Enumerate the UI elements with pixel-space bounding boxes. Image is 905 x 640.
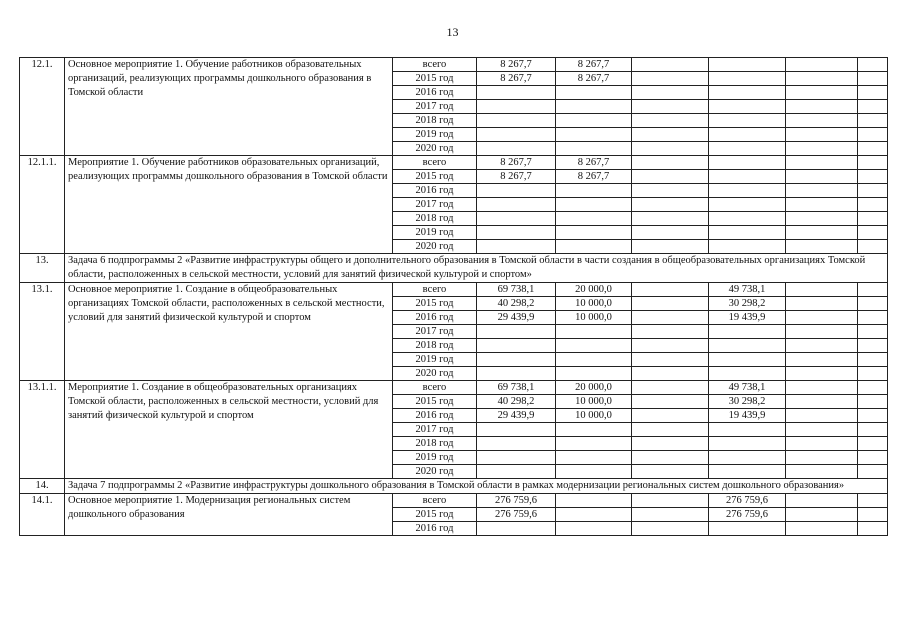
value-cell-regional bbox=[556, 86, 632, 100]
period-label: 2016 год bbox=[393, 86, 477, 100]
value-cell-extra bbox=[786, 339, 858, 353]
value-cell-federal bbox=[632, 311, 709, 325]
value-cell-regional bbox=[556, 128, 632, 142]
value-cell-regional bbox=[556, 367, 632, 381]
value-cell-federal bbox=[632, 381, 709, 395]
value-cell-other bbox=[858, 114, 888, 128]
value-cell-local bbox=[709, 451, 786, 465]
value-cell-regional bbox=[556, 198, 632, 212]
value-cell-other bbox=[858, 226, 888, 240]
table-row bbox=[20, 58, 888, 72]
value-cell-federal bbox=[632, 226, 709, 240]
value-cell-federal bbox=[632, 58, 709, 72]
value-cell-extra bbox=[786, 72, 858, 86]
period-label: 2015 год bbox=[393, 170, 477, 184]
value-cell-federal bbox=[632, 114, 709, 128]
value-cell-total: 8 267,7 bbox=[477, 156, 556, 170]
value-cell-local bbox=[709, 72, 786, 86]
value-cell-federal bbox=[632, 240, 709, 254]
value-cell-local bbox=[709, 58, 786, 72]
value-cell-local bbox=[709, 212, 786, 226]
value-cell-other bbox=[858, 465, 888, 479]
value-cell-other bbox=[858, 58, 888, 72]
value-cell-total: 29 439,9 bbox=[477, 409, 556, 423]
value-cell-local bbox=[709, 423, 786, 437]
value-cell-other bbox=[858, 339, 888, 353]
task-title: Задача 6 подпрограммы 2 «Развитие инфраструктуры общего и дополнительного образования в Томской области в части создания в общеобразовательных организациях Томской области, расположенных в сельской местности, условий для занятий физической культурой и спортом» bbox=[65, 254, 888, 283]
period-label: 2018 год bbox=[393, 339, 477, 353]
value-cell-other bbox=[858, 156, 888, 170]
value-cell-other bbox=[858, 325, 888, 339]
value-cell-federal bbox=[632, 184, 709, 198]
value-cell-local bbox=[709, 437, 786, 451]
value-cell-extra bbox=[786, 283, 858, 297]
period-label: 2019 год bbox=[393, 226, 477, 240]
budget-table bbox=[19, 57, 888, 536]
value-cell-total bbox=[477, 240, 556, 254]
value-cell-federal bbox=[632, 437, 709, 451]
value-cell-total bbox=[477, 226, 556, 240]
value-cell-total: 276 759,6 bbox=[477, 494, 556, 508]
value-cell-local: 19 439,9 bbox=[709, 409, 786, 423]
value-cell-local bbox=[709, 325, 786, 339]
period-label: 2016 год bbox=[393, 184, 477, 198]
value-cell-local bbox=[709, 465, 786, 479]
period-label: 2017 год bbox=[393, 325, 477, 339]
value-cell-regional bbox=[556, 451, 632, 465]
value-cell-federal bbox=[632, 367, 709, 381]
value-cell-regional: 8 267,7 bbox=[556, 156, 632, 170]
value-cell-federal bbox=[632, 423, 709, 437]
period-label: 2020 год bbox=[393, 465, 477, 479]
period-label: 2017 год bbox=[393, 100, 477, 114]
value-cell-local bbox=[709, 339, 786, 353]
table-row bbox=[20, 494, 888, 508]
activity-name: Основное мероприятие 1. Модернизация региональных систем дошкольного образования bbox=[65, 494, 393, 536]
period-label: 2019 год bbox=[393, 451, 477, 465]
value-cell-local bbox=[709, 522, 786, 536]
value-cell-federal bbox=[632, 198, 709, 212]
value-cell-total bbox=[477, 142, 556, 156]
value-cell-federal bbox=[632, 325, 709, 339]
value-cell-other bbox=[858, 409, 888, 423]
value-cell-other bbox=[858, 423, 888, 437]
value-cell-total: 69 738,1 bbox=[477, 381, 556, 395]
value-cell-total: 276 759,6 bbox=[477, 508, 556, 522]
row-number: 14. bbox=[20, 479, 65, 494]
value-cell-total bbox=[477, 114, 556, 128]
value-cell-local bbox=[709, 240, 786, 254]
value-cell-regional: 10 000,0 bbox=[556, 311, 632, 325]
value-cell-regional bbox=[556, 142, 632, 156]
row-number: 13. bbox=[20, 254, 65, 283]
value-cell-extra bbox=[786, 240, 858, 254]
period-label: 2015 год bbox=[393, 72, 477, 86]
value-cell-other bbox=[858, 522, 888, 536]
value-cell-other bbox=[858, 283, 888, 297]
period-label: 2015 год bbox=[393, 297, 477, 311]
value-cell-local bbox=[709, 142, 786, 156]
value-cell-regional bbox=[556, 212, 632, 226]
value-cell-federal bbox=[632, 283, 709, 297]
row-number: 13.1. bbox=[20, 283, 65, 381]
value-cell-extra bbox=[786, 395, 858, 409]
table-row bbox=[20, 381, 888, 395]
value-cell-local: 49 738,1 bbox=[709, 283, 786, 297]
value-cell-extra bbox=[786, 128, 858, 142]
value-cell-regional bbox=[556, 353, 632, 367]
value-cell-local bbox=[709, 170, 786, 184]
task-title: Задача 7 подпрограммы 2 «Развитие инфраструктуры дошкольного образования в Томской области в рамках модернизации региональных систем дошкольного образования» bbox=[65, 479, 888, 494]
value-cell-regional bbox=[556, 339, 632, 353]
task-row bbox=[20, 254, 888, 283]
period-label: 2019 год bbox=[393, 128, 477, 142]
value-cell-regional bbox=[556, 325, 632, 339]
value-cell-other bbox=[858, 128, 888, 142]
task-row bbox=[20, 479, 888, 494]
value-cell-other bbox=[858, 212, 888, 226]
value-cell-total bbox=[477, 465, 556, 479]
value-cell-regional bbox=[556, 494, 632, 508]
value-cell-regional bbox=[556, 226, 632, 240]
value-cell-other bbox=[858, 184, 888, 198]
value-cell-total bbox=[477, 451, 556, 465]
value-cell-federal bbox=[632, 494, 709, 508]
period-label: всего bbox=[393, 381, 477, 395]
value-cell-local bbox=[709, 353, 786, 367]
value-cell-local: 49 738,1 bbox=[709, 381, 786, 395]
period-label: 2017 год bbox=[393, 198, 477, 212]
period-label: 2016 год bbox=[393, 409, 477, 423]
value-cell-total: 8 267,7 bbox=[477, 58, 556, 72]
value-cell-extra bbox=[786, 297, 858, 311]
value-cell-regional: 8 267,7 bbox=[556, 170, 632, 184]
value-cell-total bbox=[477, 198, 556, 212]
value-cell-extra bbox=[786, 170, 858, 184]
value-cell-regional bbox=[556, 522, 632, 536]
value-cell-federal bbox=[632, 353, 709, 367]
value-cell-regional bbox=[556, 465, 632, 479]
value-cell-extra bbox=[786, 100, 858, 114]
value-cell-regional bbox=[556, 437, 632, 451]
value-cell-total: 8 267,7 bbox=[477, 170, 556, 184]
value-cell-other bbox=[858, 170, 888, 184]
value-cell-federal bbox=[632, 339, 709, 353]
value-cell-extra bbox=[786, 381, 858, 395]
value-cell-extra bbox=[786, 494, 858, 508]
value-cell-other bbox=[858, 72, 888, 86]
table-row bbox=[20, 156, 888, 170]
row-number: 14.1. bbox=[20, 494, 65, 536]
value-cell-other bbox=[858, 353, 888, 367]
period-label: 2015 год bbox=[393, 508, 477, 522]
value-cell-federal bbox=[632, 522, 709, 536]
value-cell-local bbox=[709, 86, 786, 100]
value-cell-other bbox=[858, 437, 888, 451]
value-cell-extra bbox=[786, 409, 858, 423]
value-cell-total bbox=[477, 86, 556, 100]
value-cell-local: 30 298,2 bbox=[709, 297, 786, 311]
value-cell-extra bbox=[786, 198, 858, 212]
value-cell-regional: 10 000,0 bbox=[556, 297, 632, 311]
value-cell-extra bbox=[786, 465, 858, 479]
value-cell-total bbox=[477, 100, 556, 114]
value-cell-total: 69 738,1 bbox=[477, 283, 556, 297]
value-cell-extra bbox=[786, 114, 858, 128]
value-cell-local bbox=[709, 114, 786, 128]
value-cell-regional: 20 000,0 bbox=[556, 381, 632, 395]
value-cell-federal bbox=[632, 451, 709, 465]
value-cell-extra bbox=[786, 226, 858, 240]
period-label: 2020 год bbox=[393, 367, 477, 381]
value-cell-local bbox=[709, 128, 786, 142]
value-cell-total bbox=[477, 184, 556, 198]
value-cell-local bbox=[709, 156, 786, 170]
value-cell-extra bbox=[786, 212, 858, 226]
period-label: 2020 год bbox=[393, 142, 477, 156]
value-cell-regional bbox=[556, 184, 632, 198]
value-cell-regional bbox=[556, 240, 632, 254]
value-cell-federal bbox=[632, 409, 709, 423]
value-cell-federal bbox=[632, 86, 709, 100]
value-cell-extra bbox=[786, 423, 858, 437]
activity-name: Мероприятие 1. Создание в общеобразовательных организациях Томской области, расположенных в сельской местности, условий для занятий физической культурой и спортом bbox=[65, 381, 393, 479]
table-row bbox=[20, 283, 888, 297]
value-cell-regional bbox=[556, 423, 632, 437]
value-cell-total bbox=[477, 353, 556, 367]
value-cell-federal bbox=[632, 508, 709, 522]
value-cell-federal bbox=[632, 100, 709, 114]
value-cell-federal bbox=[632, 128, 709, 142]
value-cell-local: 19 439,9 bbox=[709, 311, 786, 325]
value-cell-other bbox=[858, 395, 888, 409]
value-cell-local bbox=[709, 198, 786, 212]
value-cell-total bbox=[477, 437, 556, 451]
value-cell-extra bbox=[786, 142, 858, 156]
value-cell-other bbox=[858, 494, 888, 508]
value-cell-extra bbox=[786, 184, 858, 198]
value-cell-other bbox=[858, 240, 888, 254]
value-cell-other bbox=[858, 367, 888, 381]
value-cell-total bbox=[477, 212, 556, 226]
value-cell-total bbox=[477, 423, 556, 437]
period-label: всего bbox=[393, 156, 477, 170]
value-cell-local bbox=[709, 367, 786, 381]
value-cell-other bbox=[858, 381, 888, 395]
value-cell-local: 30 298,2 bbox=[709, 395, 786, 409]
period-label: 2018 год bbox=[393, 212, 477, 226]
row-number: 12.1. bbox=[20, 58, 65, 156]
value-cell-total: 29 439,9 bbox=[477, 311, 556, 325]
value-cell-regional: 10 000,0 bbox=[556, 395, 632, 409]
value-cell-other bbox=[858, 100, 888, 114]
value-cell-local bbox=[709, 184, 786, 198]
value-cell-local: 276 759,6 bbox=[709, 508, 786, 522]
value-cell-federal bbox=[632, 465, 709, 479]
value-cell-regional bbox=[556, 100, 632, 114]
activity-name: Мероприятие 1. Обучение работников образовательных организаций, реализующих программы дошкольного образования в Томской области bbox=[65, 156, 393, 254]
period-label: 2017 год bbox=[393, 423, 477, 437]
value-cell-federal bbox=[632, 156, 709, 170]
value-cell-total bbox=[477, 128, 556, 142]
value-cell-extra bbox=[786, 58, 858, 72]
value-cell-other bbox=[858, 297, 888, 311]
value-cell-local: 276 759,6 bbox=[709, 494, 786, 508]
value-cell-other bbox=[858, 86, 888, 100]
value-cell-total: 40 298,2 bbox=[477, 395, 556, 409]
value-cell-extra bbox=[786, 508, 858, 522]
value-cell-local bbox=[709, 100, 786, 114]
activity-name: Основное мероприятие 1. Создание в общеобразовательных организациях Томской области, расположенных в сельской местности, условий для занятий физической культурой и спортом bbox=[65, 283, 393, 381]
value-cell-other bbox=[858, 198, 888, 212]
value-cell-regional: 10 000,0 bbox=[556, 409, 632, 423]
value-cell-total bbox=[477, 367, 556, 381]
period-label: 2018 год bbox=[393, 437, 477, 451]
value-cell-other bbox=[858, 508, 888, 522]
period-label: 2016 год bbox=[393, 311, 477, 325]
value-cell-federal bbox=[632, 142, 709, 156]
value-cell-federal bbox=[632, 297, 709, 311]
value-cell-federal bbox=[632, 72, 709, 86]
value-cell-regional bbox=[556, 114, 632, 128]
value-cell-extra bbox=[786, 522, 858, 536]
period-label: 2019 год bbox=[393, 353, 477, 367]
value-cell-other bbox=[858, 311, 888, 325]
value-cell-regional bbox=[556, 508, 632, 522]
activity-name: Основное мероприятие 1. Обучение работников образовательных организаций, реализующих программы дошкольного образования в Томской области bbox=[65, 58, 393, 156]
row-number: 12.1.1. bbox=[20, 156, 65, 254]
period-label: 2018 год bbox=[393, 114, 477, 128]
value-cell-regional: 8 267,7 bbox=[556, 58, 632, 72]
period-label: 2020 год bbox=[393, 240, 477, 254]
period-label: всего bbox=[393, 58, 477, 72]
value-cell-extra bbox=[786, 437, 858, 451]
period-label: 2016 год bbox=[393, 522, 477, 536]
value-cell-extra bbox=[786, 311, 858, 325]
value-cell-total: 8 267,7 bbox=[477, 72, 556, 86]
value-cell-federal bbox=[632, 212, 709, 226]
period-label: 2015 год bbox=[393, 395, 477, 409]
value-cell-other bbox=[858, 142, 888, 156]
value-cell-regional: 8 267,7 bbox=[556, 72, 632, 86]
page-number: 13 bbox=[446, 25, 459, 39]
value-cell-other bbox=[858, 451, 888, 465]
value-cell-regional: 20 000,0 bbox=[556, 283, 632, 297]
value-cell-total: 40 298,2 bbox=[477, 297, 556, 311]
value-cell-total bbox=[477, 325, 556, 339]
value-cell-extra bbox=[786, 367, 858, 381]
value-cell-federal bbox=[632, 395, 709, 409]
value-cell-total bbox=[477, 339, 556, 353]
value-cell-total bbox=[477, 522, 556, 536]
value-cell-extra bbox=[786, 325, 858, 339]
value-cell-extra bbox=[786, 451, 858, 465]
value-cell-federal bbox=[632, 170, 709, 184]
row-number: 13.1.1. bbox=[20, 381, 65, 479]
value-cell-extra bbox=[786, 86, 858, 100]
period-label: всего bbox=[393, 283, 477, 297]
value-cell-extra bbox=[786, 353, 858, 367]
period-label: всего bbox=[393, 494, 477, 508]
value-cell-extra bbox=[786, 156, 858, 170]
value-cell-local bbox=[709, 226, 786, 240]
